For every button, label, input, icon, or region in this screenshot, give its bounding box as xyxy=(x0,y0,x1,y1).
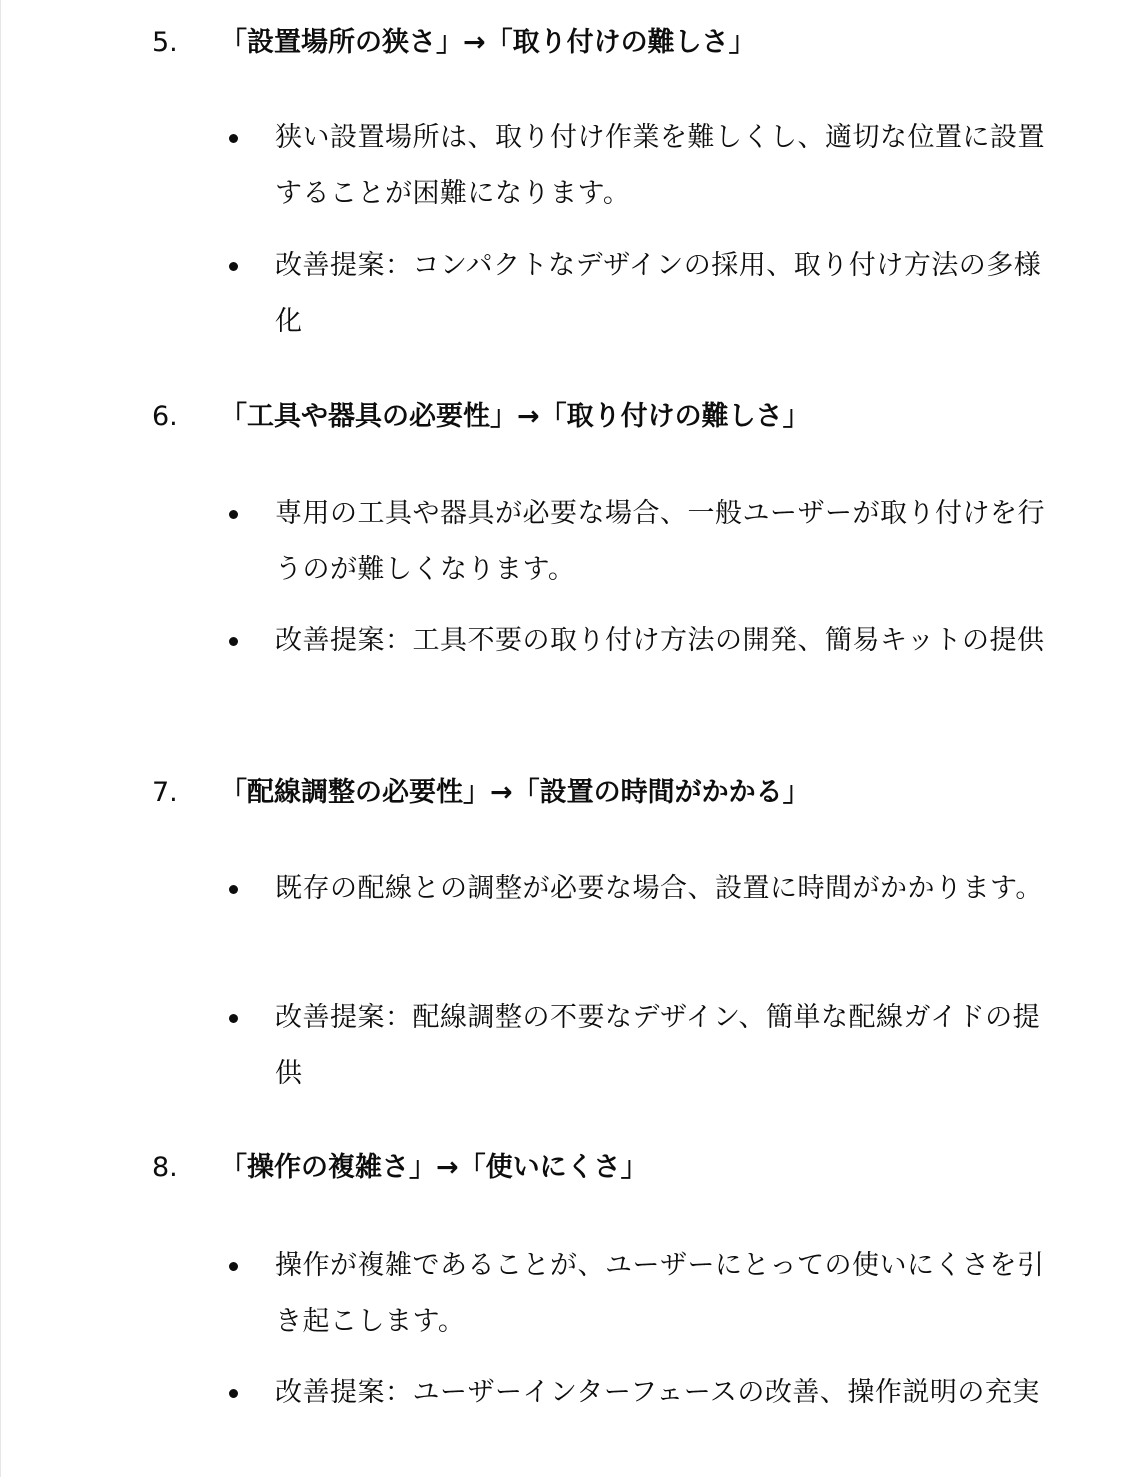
bullet-dot xyxy=(229,134,238,143)
bullet-dot xyxy=(229,637,238,646)
bullet-text: 改善提案：ユーザーインターフェースの改善、操作説明の充実 xyxy=(275,1377,1040,1408)
item-heading: 「工具や器具の必要性」→「取り付けの難しさ」 xyxy=(220,401,810,432)
item-heading: 「配線調整の必要性」→「設置の時間がかかる」 xyxy=(220,777,810,808)
bullet-dot xyxy=(229,1389,238,1398)
item-number: 5. xyxy=(152,27,178,58)
bullet-text: 改善提案：工具不要の取り付け方法の開発、簡易キットの提供 xyxy=(275,625,1045,656)
bullet-text: 操作が複雑であることが、ユーザーにとっての使いにくさを引き起こします。 xyxy=(275,1250,1045,1337)
item-heading: 「操作の複雑さ」→「使いにくさ」 xyxy=(220,1152,648,1183)
bullet-dot xyxy=(229,262,238,271)
item-number: 6. xyxy=(152,401,178,432)
bullet-dot xyxy=(229,510,238,519)
bullet-text: 改善提案：配線調整の不要なデザイン、簡単な配線ガイドの提供 xyxy=(275,1002,1041,1089)
bullet-dot xyxy=(229,1014,238,1023)
bullet-text: 既存の配線との調整が必要な場合、設置に時間がかかります。 xyxy=(275,873,1043,904)
bullet-text: 専用の工具や器具が必要な場合、一般ユーザーが取り付けを行うのが難しくなります。 xyxy=(275,498,1045,585)
bullet-dot xyxy=(229,885,238,894)
bullet-text: 狭い設置場所は、取り付け作業を難しくし、適切な位置に設置することが困難になります。 xyxy=(275,122,1045,209)
bullet-dot xyxy=(229,1262,238,1271)
bullet-text: 改善提案：コンパクトなデザインの採用、取り付け方法の多様化 xyxy=(275,250,1042,337)
left-border xyxy=(0,0,1,1477)
item-heading: 「設置場所の狭さ」→「取り付けの難しさ」 xyxy=(220,27,756,58)
item-number: 8. xyxy=(152,1152,178,1183)
item-number: 7. xyxy=(152,777,178,808)
